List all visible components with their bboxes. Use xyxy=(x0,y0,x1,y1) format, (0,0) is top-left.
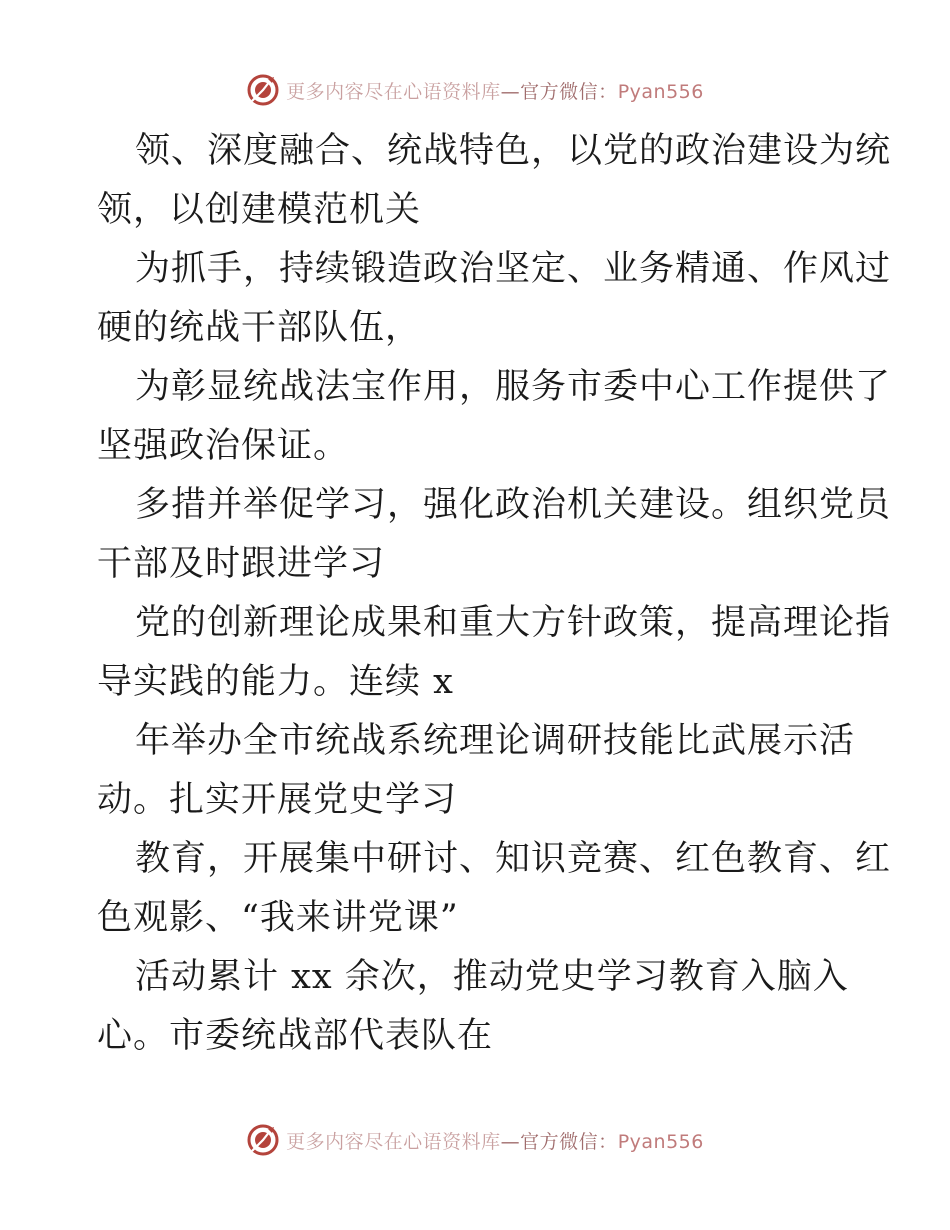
header-banner-id: Pyan556 xyxy=(617,80,704,103)
document-body xyxy=(97,122,892,1066)
footer-banner-text xyxy=(286,1127,704,1154)
body-line: 为彰显统战法宝作用，服务市委中心工作提供了 xyxy=(135,367,892,407)
body-line: 为抓手，持续锻造政治坚定、业务精通、作风过 xyxy=(135,249,892,289)
header-banner-dash: —官方微信： xyxy=(500,80,618,103)
body-line: 坚强政治保证。 xyxy=(97,426,350,466)
body-line: 教育，开展集中研讨、知识竞赛、红色教育、红 xyxy=(135,839,892,879)
footer-banner xyxy=(0,1120,950,1160)
header-banner-main: 更多内容尽在心语资料库 xyxy=(286,80,501,103)
body-line: 动。扎实开展党史学习 xyxy=(97,780,458,820)
body-line: 活动累计 xx 余次，推动党史学习教育入脑入 xyxy=(135,957,849,997)
body-line: 色观影、“我来讲党课” xyxy=(97,898,459,938)
pen-logo-icon xyxy=(246,1123,280,1157)
footer-banner-id: Pyan556 xyxy=(617,1130,704,1153)
header-banner-text xyxy=(286,77,704,104)
footer-banner-main: 更多内容尽在心语资料库 xyxy=(286,1130,501,1153)
header-banner xyxy=(0,70,950,110)
footer-banner-dash: —官方微信： xyxy=(500,1130,618,1153)
body-line: 年举办全市统战系统理论调研技能比武展示活 xyxy=(135,721,856,761)
body-line: 多措并举促学习，强化政治机关建设。组织党员 xyxy=(135,485,892,525)
body-line: 领，以创建模范机关 xyxy=(97,190,422,230)
pen-logo-icon xyxy=(246,73,280,107)
body-line: 党的创新理论成果和重大方针政策，提高理论指 xyxy=(135,603,892,643)
body-line: 导实践的能力。连续 x xyxy=(97,662,454,702)
body-line: 领、深度融合、统战特色，以党的政治建设为统 xyxy=(135,131,892,171)
body-line: 硬的统战干部队伍， xyxy=(97,308,422,348)
body-line: 心。市委统战部代表队在 xyxy=(97,1016,494,1056)
body-line: 干部及时跟进学习 xyxy=(97,544,386,584)
